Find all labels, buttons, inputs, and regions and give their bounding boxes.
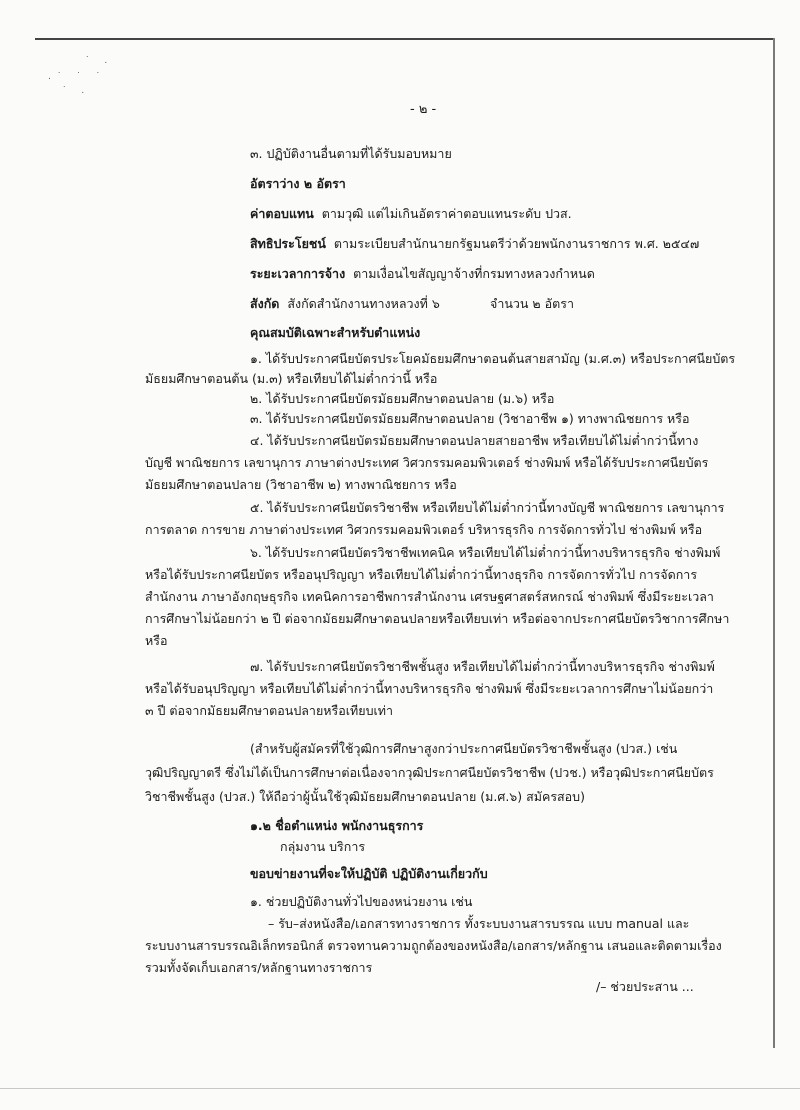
qualification-4-line-1: ๔. ได้รับประกาศนียบัตรมัธยมศึกษาตอนปลายสายอาชีพ หรือเทียบได้ไม่ต่ำกว่านี้ทาง <box>250 433 699 448</box>
qualification-1-line-2: มัธยมศึกษาตอนต้น (ม.๓) หรือเทียบได้ไม่ต่ำกว่านี้ หรือ <box>145 371 438 386</box>
note-line-1: (สำหรับผู้สมัครที่ใช้วุฒิการศึกษาสูงกว่าประกาศนียบัตรวิชาชีพชั้นสูง (ปวส.) เช่น <box>250 741 678 756</box>
benefit-line <box>250 236 699 252</box>
right-border-line <box>773 38 775 1048</box>
position-heading: ๑.๒ ชื่อตำแหน่ง พนักงานธุรการ <box>250 818 424 833</box>
scope-item-1-line-3: รวมทั้งจัดเก็บเอกสาร/หลักฐานทางราชการ <box>145 960 373 975</box>
pay-text: ตามวุฒิ แต่ไม่เกินอัตราค่าตอบแทนระดับ ปวส. <box>321 206 572 221</box>
vacancy-line: อัตราว่าง ๒ อัตรา <box>250 176 346 191</box>
qualification-4-line-2: บัญชี พาณิชยการ เลขานุการ ภาษาต่างประเทศ วิศวกรรมคอมพิวเตอร์ ช่างพิมพ์ หรือได้รับประกาศนียบัตร <box>145 455 709 470</box>
count-text: จำนวน ๒ อัตรา <box>490 296 574 311</box>
scope-item-1: ๑. ช่วยปฏิบัติงานทั่วไปของหน่วยงาน เช่น <box>250 894 473 909</box>
qualification-heading: คุณสมบัติเฉพาะสำหรับตำแหน่ง <box>250 325 421 340</box>
qualification-7-line-3: ๓ ปี ต่อจากมัธยมศึกษาตอนปลายหรือเทียบเท่า <box>145 703 394 718</box>
qualification-3: ๓. ได้รับประกาศนียบัตรมัธยมศึกษาตอนปลาย (วิชาอาชีพ ๑) ทางพาณิชยการ หรือ <box>250 411 690 426</box>
affiliation-label: สังกัด <box>250 296 280 311</box>
qualification-5-line-1: ๕. ได้รับประกาศนียบัตรวิชาชีพ หรือเทียบได้ไม่ต่ำกว่านี้ทางบัญชี พาณิชยการ เลขานุการ <box>250 500 725 515</box>
affiliation-line <box>250 296 440 312</box>
note-line-2: วุฒิปริญญาตรี ซึ่งไม่ได้เป็นการศึกษาต่อเนื่องจากวุฒิประกาศนียบัตรวิชาชีพ (ปวช.) หรือวุฒิประกาศนียบัตร <box>145 765 714 780</box>
qualification-6-line-3: สำนักงาน ภาษาอังกฤษธุรกิจ เทคนิคการอาชีพการสำนักงาน เศรษฐศาสตร์สหกรณ์ ช่างพิมพ์ ซึ่งมีระยะเวลา <box>145 589 714 604</box>
scan-speck: ˙ . <box>85 56 114 66</box>
work-group: กลุ่มงาน บริการ <box>280 839 366 854</box>
pay-label: ค่าตอบแทน <box>250 206 314 221</box>
top-border-line <box>35 38 775 40</box>
qualification-7-line-2: หรือได้รับอนุปริญญา หรือเทียบได้ไม่ต่ำกว่านี้ทางบริหารธุรกิจ ช่างพิมพ์ ซึ่งมีระยะเวลาการศึกษาไม่น้อยกว่า <box>145 681 714 696</box>
period-label: ระยะเวลาการจ้าง <box>250 266 346 281</box>
qualification-5-line-2: การตลาด การขาย ภาษาต่างประเทศ วิศวกรรมคอมพิวเตอร์ บริหารธุรกิจ การจัดการทั่วไป ช่างพิมพ์ หรือ <box>145 522 703 537</box>
qualification-6-line-5: หรือ <box>145 633 168 648</box>
qualification-6-line-2: หรือได้รับประกาศนียบัตร หรืออนุปริญญา หรือเทียบได้ไม่ต่ำกว่านี้ทางธุรกิจ การจัดการทั่วไป การจัดการ <box>145 567 698 582</box>
scope-heading: ขอบข่ายงานที่จะให้ปฏิบัติ ปฏิบัติงานเกี่ยวกับ <box>250 866 488 881</box>
period-line <box>250 266 595 282</box>
qualification-2: ๒. ได้รับประกาศนียบัตรมัธยมศึกษาตอนปลาย (ม.๖) หรือ <box>250 391 555 406</box>
benefit-text: ตามระเบียบสำนักนายกรัฐมนตรีว่าด้วยพนักงานราชการ พ.ศ. ๒๕๔๗ <box>333 236 700 251</box>
continuation-footer: /– ช่วยประสาน ... <box>596 979 694 994</box>
benefit-label: สิทธิประโยชน์ <box>250 236 326 251</box>
scope-item-1-line-2: ระบบงานสารบรรณอิเล็กทรอนิกส์ ตรวจทานความถูกต้องของหนังสือ/เอกสาร/หลักฐาน เสนอและติดตามเรื่อง <box>145 938 722 953</box>
bottom-edge-line <box>0 1088 800 1089</box>
page-number: - ๒ - <box>410 102 437 117</box>
affiliation-text: สังกัดสำนักงานทางหลวงที่ ๖ <box>287 296 440 311</box>
qualification-7-line-1: ๗. ได้รับประกาศนียบัตรวิชาชีพชั้นสูง หรือเทียบได้ไม่ต่ำกว่านี้ทางบริหารธุรกิจ ช่างพิมพ์ <box>250 659 715 674</box>
qualification-1-line-1: ๑. ได้รับประกาศนียบัตรประโยคมัธยมศึกษาตอนต้นสายสามัญ (ม.ศ.๓) หรือประกาศนียบัตร <box>250 351 736 366</box>
qualification-6-line-4: การศึกษาไม่น้อยกว่า ๒ ปี ต่อจากมัธยมศึกษาตอนปลายหรือเทียบเท่า หรือต่อจากประกาศนียบัตรวิชาการศึกษา <box>145 611 730 626</box>
scan-speck: .˙ ˙ ˙ <box>48 72 107 82</box>
qualification-6-line-1: ๖. ได้รับประกาศนียบัตรวิชาชีพเทคนิค หรือเทียบได้ไม่ต่ำกว่านี้ทางบริหารธุรกิจ ช่างพิมพ์ <box>250 545 721 560</box>
scope-item-1-line-1: – รับ–ส่งหนังสือ/เอกสารทางราชการ ทั้งระบบงานสารบรรณ แบบ manual และ <box>268 916 690 931</box>
note-line-3: วิชาชีพชั้นสูง (ปวส.) ให้ถือว่าผู้นั้นใช้วุฒิมัธยมศึกษาตอนปลาย (ม.ศ.๖) สมัครสอบ) <box>145 789 585 804</box>
scan-speck: ˙ . <box>62 86 91 96</box>
duty-item-3: ๓. ปฏิบัติงานอื่นตามที่ได้รับมอบหมาย <box>250 146 452 161</box>
pay-line <box>250 206 572 222</box>
period-text: ตามเงื่อนไขสัญญาจ้างที่กรมทางหลวงกำหนด <box>353 266 595 281</box>
qualification-4-line-3: มัธยมศึกษาตอนปลาย (วิชาอาชีพ ๒) ทางพาณิชยการ หรือ <box>145 477 457 492</box>
